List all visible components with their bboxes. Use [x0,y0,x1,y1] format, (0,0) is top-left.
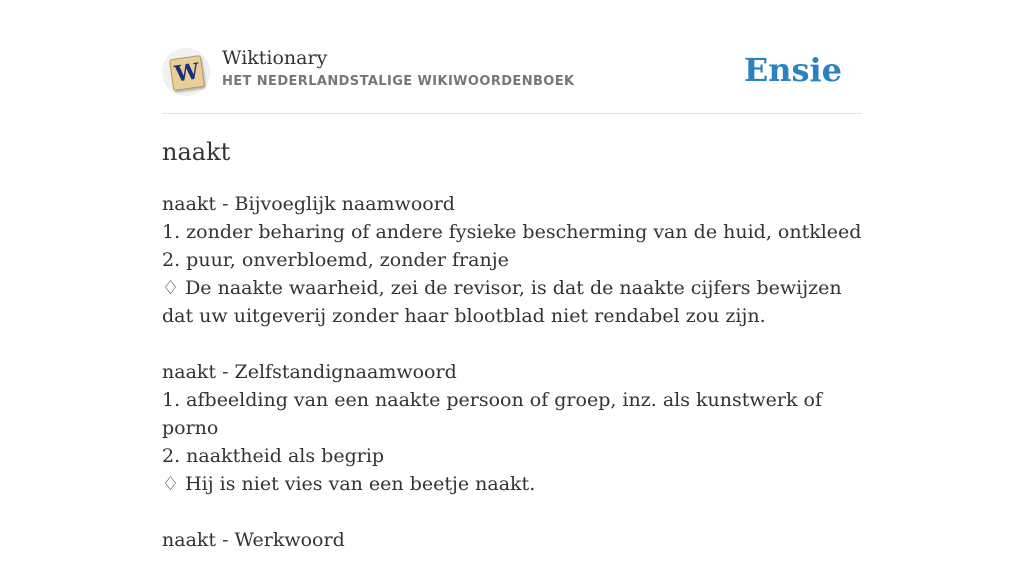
example-line: ♢ De naakte waarheid, zei de revisor, is dat de naakte cijfers bewijzen dat uw uitgeverij zonder haar blootblad niet rendabel zou zijn. [162,277,842,327]
definition-line: 1. afbeelding van een naakte persoon of groep, inz. als kunstwerk of porno [162,389,823,439]
site-name[interactable]: Wiktionary [222,47,328,69]
ensie-brand-link[interactable]: Ensie [743,51,842,89]
definition-section [162,526,862,554]
definition-section [162,190,862,330]
wiktionary-logo-icon[interactable] [162,48,210,96]
definition-line: 2. naaktheid als begrip [162,445,385,467]
section-heading: naakt - Werkwoord [162,529,345,551]
logo-letter: W [172,58,202,88]
section-heading: naakt - Zelfstandignaamwoord [162,361,457,383]
definition-line: 1. zonder beharing of andere fysieke bescherming van de huid, ontkleed [162,221,862,243]
section-heading: naakt - Bijvoeglijk naamwoord [162,193,455,215]
site-header [162,44,862,114]
site-tagline: HET NEDERLANDSTALIGE WIKIWOORDENBOEK [222,74,575,89]
definition-section [162,358,862,498]
logo-tile [169,55,205,91]
page-title: naakt [162,138,231,166]
definition-line: 2. puur, onverbloemd, zonder franje [162,249,509,271]
example-line: ♢ Hij is niet vies van een beetje naakt. [162,473,536,495]
definition-content [162,190,862,582]
